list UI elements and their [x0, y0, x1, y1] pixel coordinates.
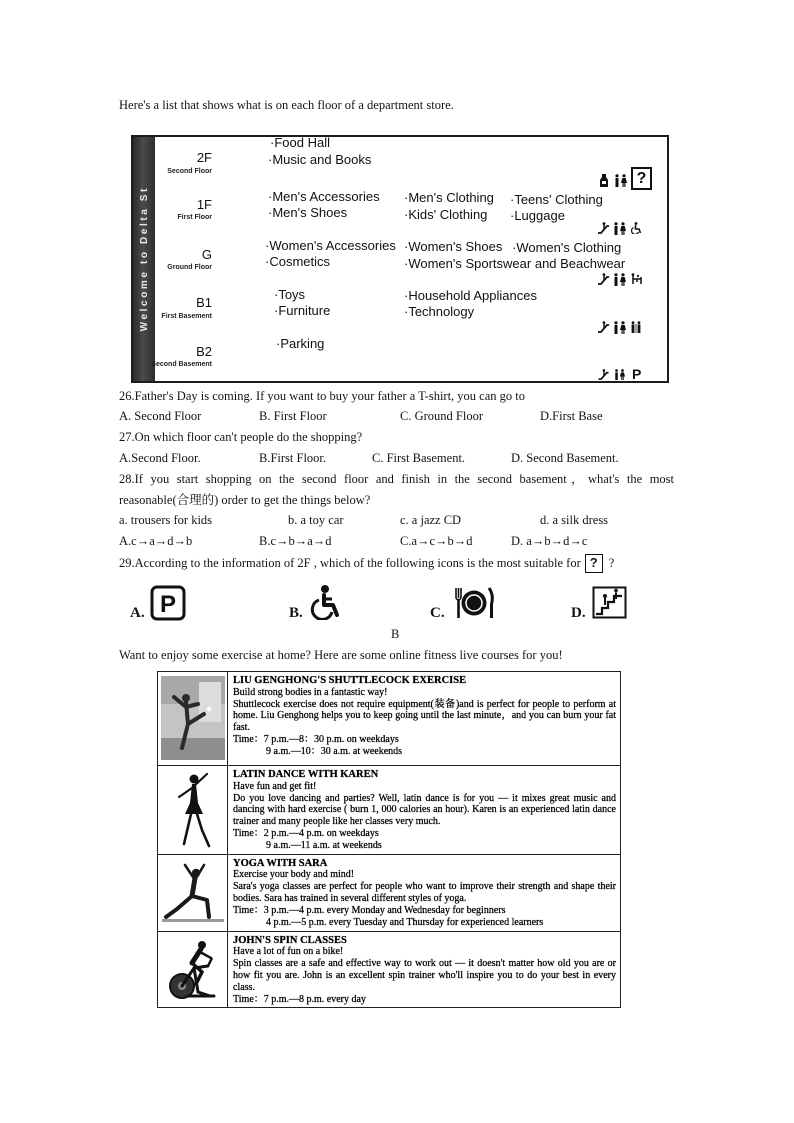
shuttlecock-photo: [161, 676, 225, 760]
q29-option-d-label: D.: [571, 605, 586, 621]
floor-item: ·Food Hall: [270, 135, 330, 150]
q29-option-c-label: C.: [430, 605, 445, 621]
q27-option-d: D. Second Basement.: [511, 451, 619, 465]
q29-option-b-label: B.: [289, 605, 303, 621]
q26-stem: 26.Father's Day is coming. If you want to buy your father a T-shirt, you can go to: [119, 389, 525, 403]
course-row: [158, 931, 621, 1008]
course-slogan: Have fun and get fit!: [233, 780, 317, 792]
help-icon: ?: [631, 167, 652, 190]
store-directory: [131, 135, 669, 383]
section-b-intro: Want to enjoy some exercise at home? Here are some online fitness live courses for you!: [119, 648, 563, 662]
q28-stem-line2: reasonable(合理的) order to get the things below?: [119, 493, 371, 507]
q28-stem-line1: 28.If you start shopping on the second floor and finish in the second basement，what's the most: [119, 472, 674, 486]
q26-option-d: D.First Base: [540, 409, 603, 423]
parking-icon: [150, 585, 186, 621]
restroom-icon: [613, 222, 626, 235]
course-time: 9 a.m.—10：30 a.m. at weekends: [266, 745, 403, 757]
q28-option-b: B.c→b→a→d: [259, 534, 332, 548]
floor-name-1f: First Floor: [177, 214, 212, 221]
elevator-icon: [630, 321, 642, 333]
q29-stem: 29.According to the information of 2F , which of the following icons is the most suitable for: [119, 556, 581, 570]
floor-code-b1: B1: [196, 295, 212, 310]
section-b-label: B: [391, 627, 400, 641]
course-description: Sara's yoga classes are perfect for people who want to improve their strength and shape their bodies. Sara has trained in several different styles of yoga.: [233, 881, 616, 904]
restaurant-icon: [454, 585, 494, 621]
q27-stem: 27.On which floor can't people do the shopping?: [119, 430, 363, 444]
q26-option-c: C. Ground Floor: [400, 409, 483, 423]
course-row: [158, 672, 621, 766]
floor-item: ·Women's Clothing: [512, 240, 622, 255]
q26-option-b: B. First Floor: [259, 409, 327, 423]
parking-icon: P: [632, 366, 642, 382]
latin-dance-photo: [172, 770, 214, 850]
course-photo-cell: [158, 854, 228, 931]
course-description: Do you love dancing and parties? Well, latin dance is for you — it mixes great music and dancing with hard exercise ( burn 1, 000 calories an hour). Karen is an experienced latin dance trainer and many people like her classes very much.: [233, 792, 616, 828]
floor-item: ·Parking: [276, 336, 325, 351]
help-icon: ?: [585, 554, 603, 573]
restroom-icon: [614, 174, 627, 187]
q29-question-mark: ?: [608, 556, 615, 570]
restroom-icon: [614, 369, 625, 380]
wheelchair-icon: [308, 584, 342, 620]
course-photo-cell: [158, 672, 228, 766]
course-row: [158, 854, 621, 931]
floor-code-b2: B2: [196, 344, 212, 359]
floor-item: ·Technology: [404, 304, 475, 319]
floor-name-2f: Second Floor: [167, 168, 212, 175]
restroom-icon: [613, 273, 626, 286]
escalator-icon: [598, 321, 609, 333]
floor-code-g: G: [201, 247, 212, 262]
course-title: YOGA WITH SARA: [233, 857, 328, 869]
course-time: 9 a.m.—11 a.m. at weekends: [266, 839, 382, 851]
course-time: Time：7 p.m.—8 p.m. every day: [233, 993, 366, 1005]
escalator-icon: [598, 369, 609, 380]
floor-item: ·Women's Shoes: [404, 239, 503, 254]
course-slogan: Exercise your body and mind!: [233, 869, 355, 881]
floor-code-2f: 2F: [196, 150, 212, 165]
wheelchair-icon: [630, 222, 642, 234]
escalator-icon: [598, 273, 609, 285]
floor-name-b2: Second Basement: [151, 361, 212, 368]
q28-option-d: D. a→b→d→c: [511, 534, 588, 548]
floor-name-g: Ground Floor: [167, 264, 212, 271]
course-time: Time：7 p.m.—8：30 p.m. on weekdays: [233, 733, 399, 745]
course-title: LATIN DANCE WITH KAREN: [233, 769, 379, 780]
q27-option-b: B.First Floor.: [259, 451, 327, 465]
course-info: [228, 931, 621, 1008]
escalator-icon: [592, 586, 627, 619]
courses-table: [157, 671, 621, 1008]
course-title: JOHN'S SPIN CLASSES: [233, 934, 347, 946]
floor-item: ·Household Appliances: [404, 288, 537, 303]
floor-item: ·Men's Clothing: [404, 190, 494, 205]
floor-item: ·Men's Accessories: [268, 189, 380, 204]
floor-item: ·Toys: [274, 287, 306, 302]
floor-item: ·Music and Books: [268, 152, 372, 167]
course-info: [228, 672, 621, 766]
restroom-icon: [613, 321, 626, 334]
q29-stem-line: [119, 553, 614, 573]
q29-option-a-label: A.: [130, 605, 145, 621]
q27-option-a: A.Second Floor.: [119, 451, 201, 465]
baby-care-icon: [630, 273, 643, 285]
course-slogan: Build strong bodies in a fantastic way!: [233, 686, 388, 698]
course-info: [228, 766, 621, 855]
course-photo-cell: [158, 931, 228, 1008]
course-time: 4 p.m.—5 p.m. every Tuesday and Thursday for experienced learners: [266, 916, 544, 928]
course-slogan: Have a lot of fun on a bike!: [233, 946, 344, 958]
course-time: Time：3 p.m.—4 p.m. every Monday and Wednesday for beginners: [233, 904, 506, 916]
floor-name-b1: First Basement: [161, 313, 212, 320]
section-a-intro: Here's a list that shows what is on each floor of a department store.: [119, 98, 454, 112]
q28-item-d: d. a silk dress: [540, 513, 609, 527]
spin-bike-photo: [164, 936, 222, 1002]
q27-option-c: C. First Basement.: [372, 451, 466, 465]
floor-code-1f: 1F: [196, 197, 212, 212]
floor-item: ·Luggage: [510, 208, 565, 223]
course-title: LIU GENGHONG'S SHUTTLECOCK EXERCISE: [233, 675, 467, 686]
q28-option-a: A.c→a→d→b: [119, 534, 193, 548]
course-row: [158, 766, 621, 855]
floor-item: ·Kids' Clothing: [404, 207, 488, 222]
course-info: [228, 854, 621, 931]
course-time: Time：2 p.m.—4 p.m. on weekdays: [233, 827, 379, 839]
floor-item: ·Furniture: [274, 303, 331, 318]
floor-item: ·Women's Sportswear and Beachwear: [404, 256, 626, 271]
directory-side-title: Welcome to Delta St: [138, 186, 150, 332]
q28-item-b: b. a toy car: [288, 513, 344, 527]
floor-item: ·Men's Shoes: [268, 205, 348, 220]
course-description: Shuttlecock exercise does not require equipment(装备)and is perfect for people to perform at home. Liu Genghong helps you to keep going until the last minute，and you can burn your fat fast.: [233, 698, 616, 734]
floor-item: ·Teens' Clothing: [510, 192, 603, 207]
q28-item-c: c. a jazz CD: [400, 513, 462, 527]
q26-option-a: A. Second Floor: [119, 409, 202, 423]
yoga-photo: [162, 859, 224, 925]
q28-option-c: C.a→c→b→d: [400, 534, 473, 548]
course-photo-cell: [158, 766, 228, 855]
q28-item-a: a. trousers for kids: [119, 513, 213, 527]
svg-text:P: P: [159, 591, 177, 618]
escalator-icon: [598, 222, 609, 234]
floor-item: ·Cosmetics: [265, 254, 331, 269]
floor-item: ·Women's Accessories: [265, 238, 396, 253]
course-description: Spin classes are a safe and effective way to work out — it doesn't matter how old you are or how fit you are. John is an excellent spin trainer who'll inspire you to do your best in every class.: [233, 958, 616, 993]
drink-icon: [599, 174, 609, 187]
